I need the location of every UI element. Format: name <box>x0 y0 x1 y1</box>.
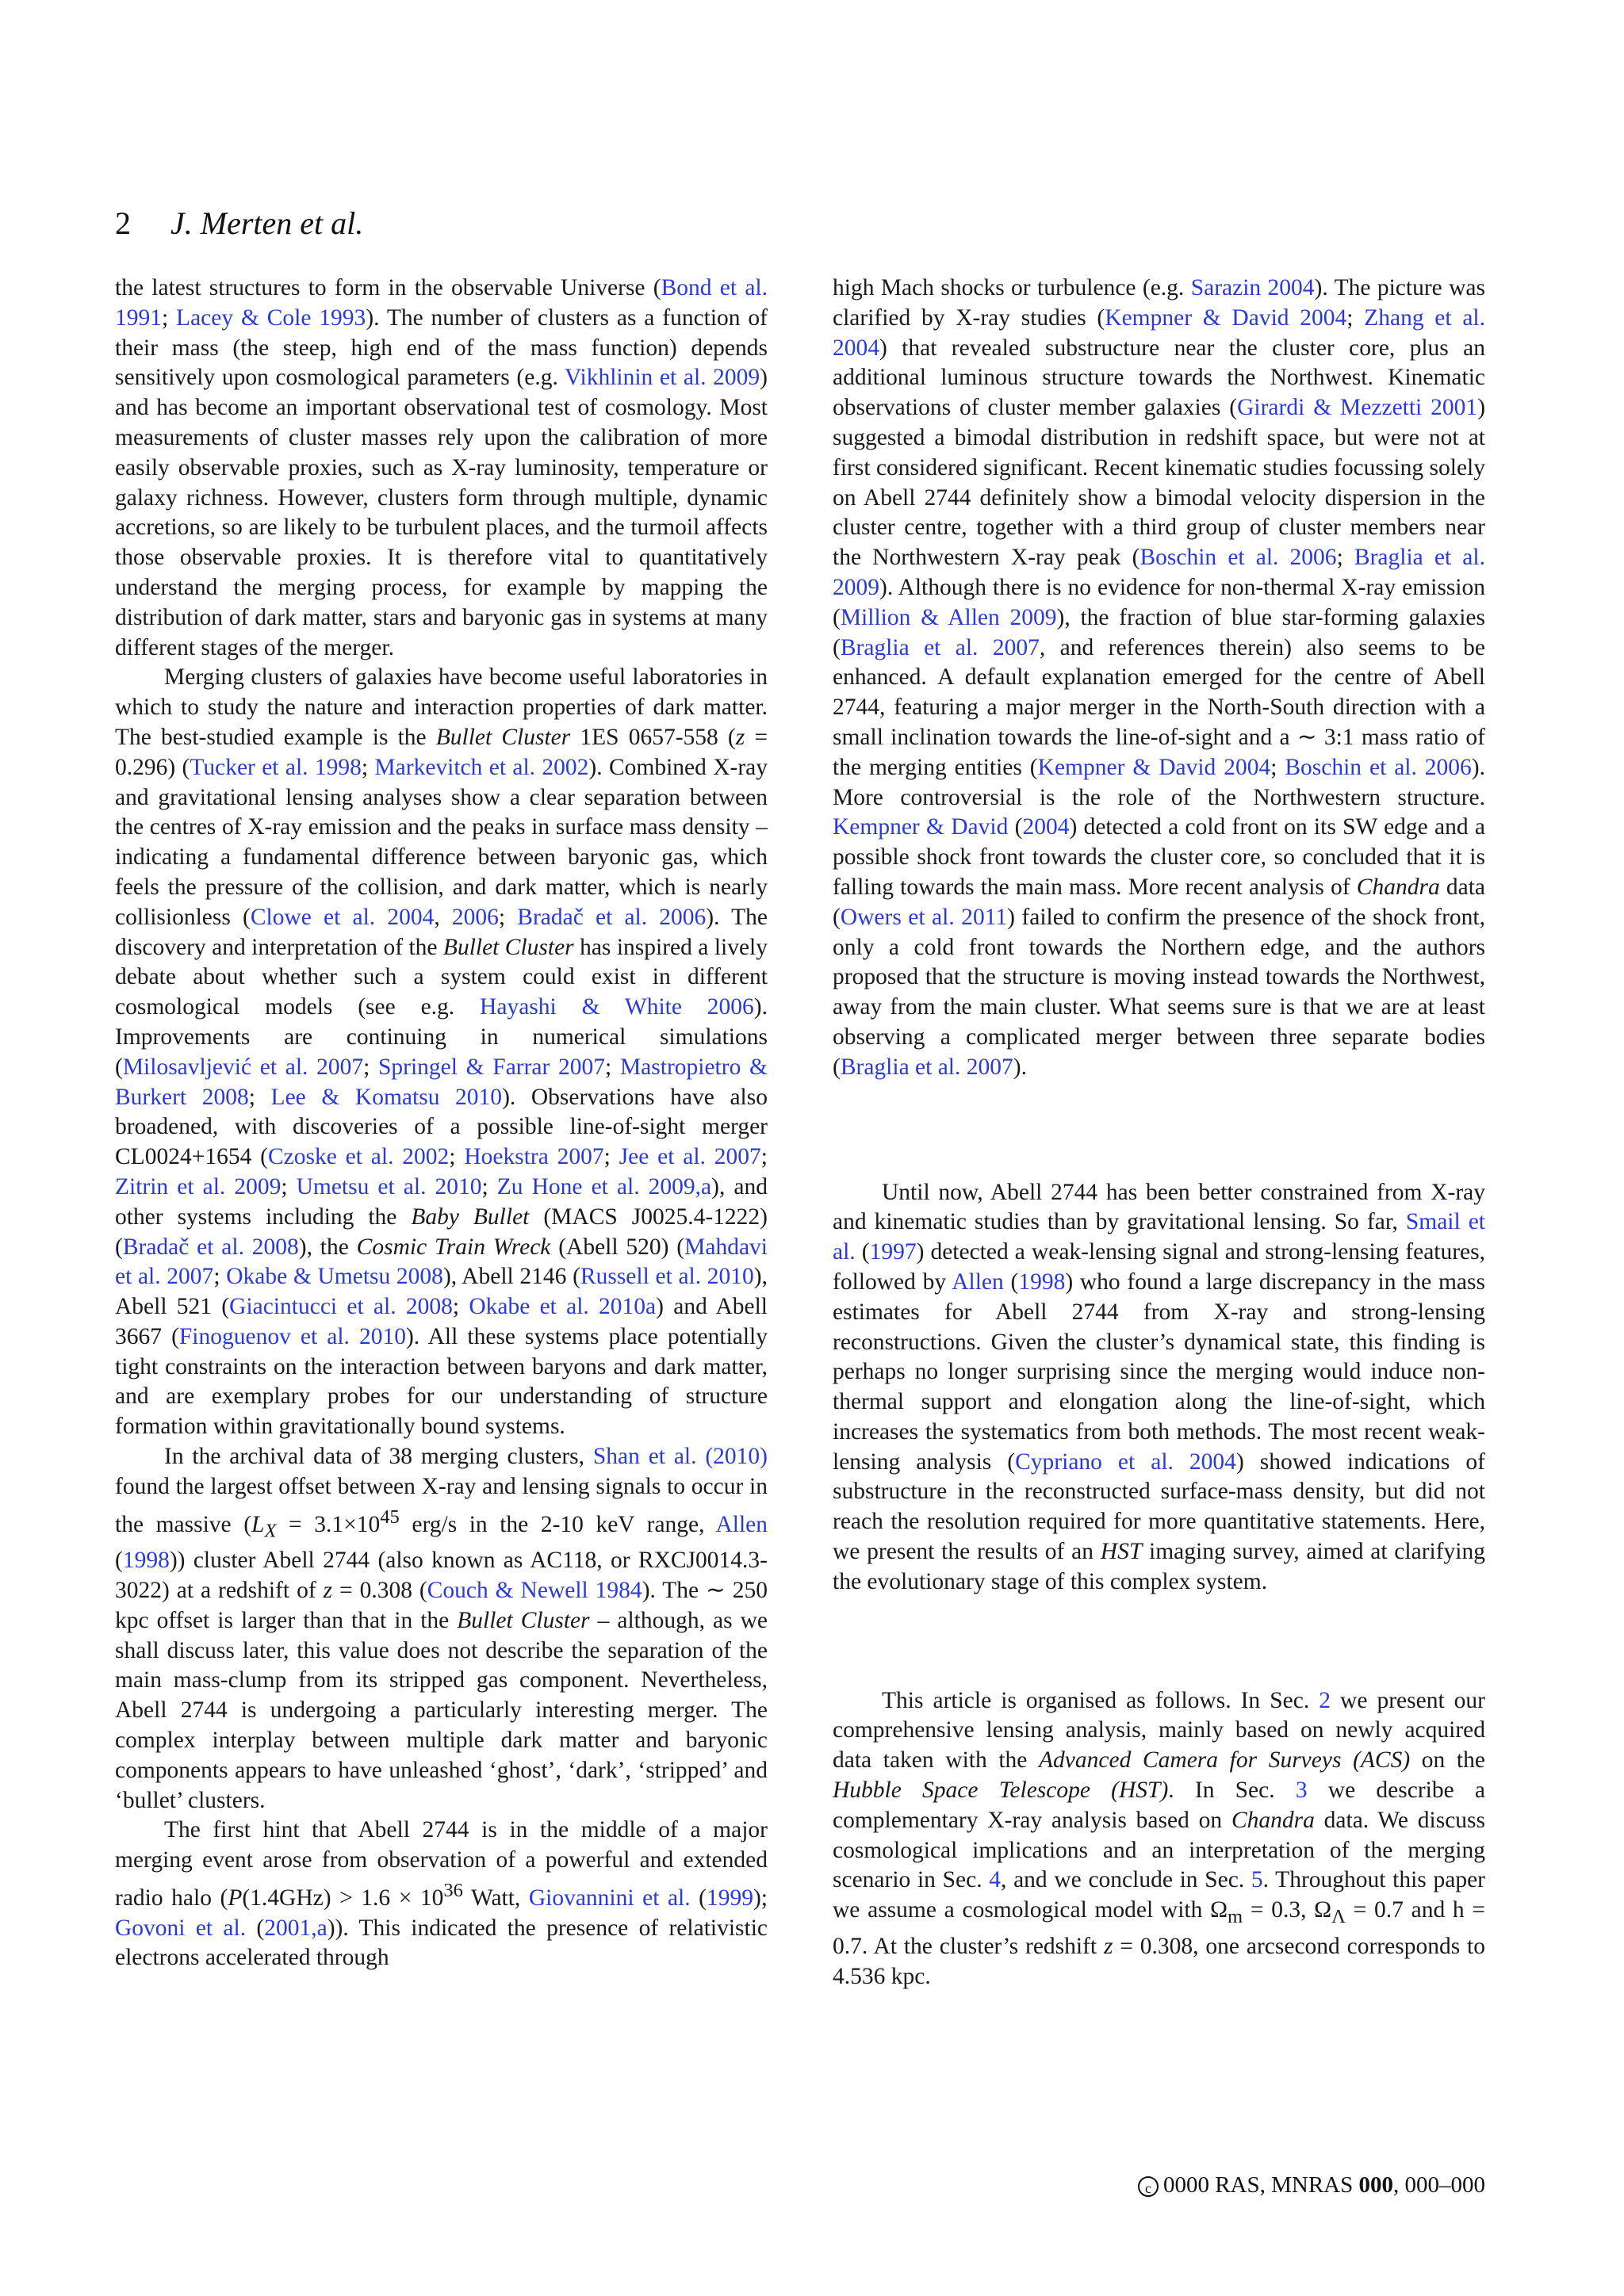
page-footer <box>1138 2171 1485 2199</box>
citation-link[interactable]: Zhang et al. 2004 <box>833 304 1485 361</box>
citation-link[interactable]: 1997 <box>869 1239 917 1265</box>
citation-link[interactable]: 2004 <box>1022 814 1070 840</box>
running-header <box>115 203 363 244</box>
citation-link[interactable]: Allen <box>715 1511 768 1537</box>
page-number: 2 <box>115 205 131 241</box>
citation-link[interactable]: Braglia et al. 2009 <box>833 545 1485 600</box>
right-paragraph-2: Until now, Abell 2744 has been better constrained from X-ray and kinematic studies than by gravitational lensing. So far, Smail et al. (1997) detected a weak-lensing signal and strong-lensing features, followed by Allen (1998) who found a large discrepancy in the mass estimates for Abell 2744 from X-ray and strong-lensing reconstructions. Given the cluster’s dynamical state, this finding is perhaps no longer surprising since the merging would induce non-thermal support and elongation along the line-of-sight, which increases the systematics from both methods. The most recent weak-lensing analysis (Cypriano et al. 2004) showed indications of substructure in the reconstructed surface-mass density, but did not reach the resolution required for more quantitative statements. Here, we present the results of an HST imaging survey, aimed at clarifying the evolutionary stage of this complex system. <box>833 1179 1486 1594</box>
citation-link[interactable]: Giovannini et al. <box>528 1885 691 1911</box>
citation-link[interactable]: Markevitch et al. 2002 <box>374 754 589 780</box>
footer-volume: 000 <box>1358 2172 1393 2198</box>
right-paragraph-1: high Mach shocks or turbulence (e.g. Sarazin 2004). The picture was clarified by X-ray studies (Kempner & David 2004; Zhang et al. 2004) that revealed substructure near the cluster core, plus an additional luminous structure towards the Northwest. Kinematic observations of cluster member galaxies (Girardi & Mezzetti 2001) suggested a bimodal distribution in redshift space, but were not at first considered significant. Recent kinematic studies focussing solely on Abell 2744 definitely show a bimodal velocity dispersion in the cluster centre, together with a third group of cluster members near the Northwestern X-ray peak (Boschin et al. 2006; Braglia et al. 2009). Although there is no evidence for non-thermal X-ray emission (Million & Allen 2009), the fraction of blue star-forming galaxies (Braglia et al. 2007, and references therein) also seems to be enhanced. A default explanation emerged for the centre of Abell 2744, featuring a major merger in the North-South direction with a small inclination towards the line-of-sight and a ∼ 3:1 mass ratio of the merging entities (Kempner & David 2004; Boschin et al. 2006). More controversial is the role of the Northwestern structure. Kempner & David (2004) detected a cold front on its SW edge and a possible shock front towards the cluster core, so concluded that it is falling towards the main mass. More recent analysis of Chandra data (Owers et al. 2011) failed to confirm the presence of the shock front, only a cold front towards the Northern edge, and the authors proposed that the structure is moving instead towards the Northwest, away from the main cluster. What seems sure is that we are at least observing a complicated merger between three separate bodies (Braglia et al. 2007). <box>833 275 1486 1080</box>
left-paragraph-2: Merging clusters of galaxies have become useful laboratories in which to study the nature and interaction properties of dark matter. The best-studied example is the Bullet Cluster 1ES 0657-558 (z = 0.296) (Tucker et al. 1998; Markevitch et al. 2002). Combined X-ray and gravitational lensing analyses show a clear separation between the centres of X-ray emission and the peaks in surface mass density – indicating a fundamental difference between baryonic gas, which feels the pressure of the collision, and dark matter, which is nearly collisionless (Clowe et al. 2004, 2006; Bradač et al. 2006). The discovery and interpretation of the Bullet Cluster has inspired a lively debate about whether such a system could exist in different cosmological models (see e.g. Hayashi & White 2006). Improvements are continuing in numerical simulations (Milosavljević et al. 2007; Springel & Farrar 2007; Mastropietro & Burkert 2008; Lee & Komatsu 2010). Observations have also broadened, with discoveries of a possible line-of-sight merger CL0024+1654 (Czoske et al. 2002; Hoekstra 2007; Jee et al. 2007; Zitrin et al. 2009; Umetsu et al. 2010; Zu Hone et al. 2009,a), and other systems including the Baby Bullet (MACS J0025.4-1222) (Bradač et al. 2008), the Cosmic Train Wreck (Abell 520) (Mahdavi et al. 2007; Okabe & Umetsu 2008), Abell 2146 (Russell et al. 2010), Abell 521 (Giacintucci et al. 2008; Okabe et al. 2010a) and Abell 3667 (Finoguenov et al. 2010). All these systems place potentially tight constraints on the interaction between baryons and dark matter, and are exemplary probes for our understanding of structure formation within gravitationally bound systems. <box>115 664 768 1440</box>
citation-link[interactable]: Springel & Farrar 2007 <box>377 1054 606 1080</box>
citation-link[interactable]: Braglia et al. 2007 <box>840 634 1040 660</box>
right-column <box>833 274 1485 1992</box>
citation-link[interactable]: Girardi & Mezzetti 2001 <box>1237 395 1478 421</box>
citation-link[interactable]: Russell et al. 2010 <box>580 1264 754 1290</box>
citation-link[interactable]: Czoske et al. 2002 <box>268 1144 450 1170</box>
citation-link[interactable]: Okabe & Umetsu 2008 <box>226 1264 443 1290</box>
citation-link[interactable]: Cypriano et al. 2004 <box>1015 1448 1236 1475</box>
section-link[interactable]: 4 <box>989 1867 1002 1893</box>
footer-pages: , 000–000 <box>1393 2172 1485 2198</box>
citation-link[interactable]: Kempner & David 2004 <box>1037 754 1271 780</box>
citation-link[interactable]: Kempner & David <box>833 814 1009 840</box>
citation-link[interactable]: Owers et al. 2011 <box>840 904 1008 930</box>
left-column <box>115 274 768 1973</box>
copyright-icon: c <box>1138 2176 1159 2197</box>
citation-link[interactable]: Mastropietro & Burkert 2008 <box>115 1054 768 1110</box>
citation-link[interactable]: Bradač et al. 2006 <box>517 904 707 930</box>
citation-link[interactable]: Okabe et al. 2010a <box>469 1294 657 1320</box>
citation-link[interactable]: Boschin et al. 2006 <box>1285 754 1472 780</box>
citation-link[interactable]: Tucker et al. 1998 <box>190 754 362 780</box>
citation-link[interactable]: Clowe et al. 2004 <box>250 904 435 930</box>
citation-link[interactable]: Giacintucci et al. 2008 <box>229 1294 453 1320</box>
running-authors: J. Merten et al. <box>170 205 364 241</box>
citation-link[interactable]: Zu Hone et al. 2009,a <box>496 1173 712 1200</box>
citation-link[interactable]: Umetsu et al. 2010 <box>296 1173 482 1200</box>
citation-link[interactable]: Vikhlinin et al. 2009 <box>564 365 760 391</box>
citation-link[interactable]: Braglia et al. 2007 <box>840 1054 1013 1080</box>
citation-link[interactable]: Lee & Komatsu 2010 <box>270 1084 503 1110</box>
citation-link[interactable]: Govoni et al. <box>115 1915 247 1941</box>
citation-link[interactable]: 2001,a <box>264 1915 327 1941</box>
citation-link[interactable]: 1998 <box>122 1548 170 1574</box>
citation-link[interactable]: Allen <box>952 1269 1004 1295</box>
citation-link[interactable]: Jee et al. 2007 <box>619 1144 761 1170</box>
left-paragraph-1: the latest structures to form in the observable Universe (Bond et al. 1991; Lacey & Cole 1993). The number of clusters as a function of their mass (the steep, high end of the mass function) depends sensitively upon cosmological parameters (e.g. Vikhlinin et al. 2009) and has become an important observational test of cosmology. Most measurements of cluster masses rely upon the calibration of more easily observable proxies, such as X-ray luminosity, temperature or galaxy richness. However, clusters form through multiple, dynamic accretions, so are likely to be turbulent places, and the turmoil affects those observable proxies. It is therefore vital to quantitatively understand the merging process, for example by mapping the distribution of dark matter, stars and baryonic gas in systems at many different stages of the merger. <box>115 275 768 660</box>
citation-link[interactable]: Shan et al. (2010) <box>592 1444 768 1470</box>
citation-link[interactable]: Boschin et al. 2006 <box>1139 545 1337 571</box>
citation-link[interactable]: Mahdavi et al. 2007 <box>115 1234 768 1290</box>
citation-link[interactable]: 1999 <box>706 1885 753 1911</box>
citation-link[interactable]: Kempner & David 2004 <box>1105 304 1347 331</box>
footer-journal: 0000 RAS, MNRAS <box>1162 2172 1359 2198</box>
section-link[interactable]: 3 <box>1295 1777 1308 1804</box>
citation-link[interactable]: Zitrin et al. 2009 <box>115 1173 282 1200</box>
left-paragraph-3: In the archival data of 38 merging clusters, Shan et al. (2010) found the largest offset between X-ray and lensing signals to occur in the massive ($L_X = 3.1\times 10^{45}$ erg/s in the 2-10 keV range, Allen (1998)) cluster Abell 2744 (also known as AC118, or RXCJ0014.3-3022) at a redshift of z = 0.308 (Couch & Newell 1984). The ∼ 250 kpc offset is larger than that in the Bullet Cluster – although, as we shall discuss later, this value does not describe the separation of the main mass-clump from its stripped gas component. Nevertheless, Abell 2744 is undergoing a particularly interesting merger. The complex interplay between multiple dark matter and baryonic components appears to have unleashed ‘ghost’, ‘dark’, ‘stripped’ and ‘bullet’ clusters. <box>115 1444 768 1813</box>
section-link[interactable]: 2 <box>1319 1687 1331 1713</box>
right-paragraph-3: This article is organised as follows. In Sec. 2 we present our comprehensive lensing analysis, mainly based on newly acquired data taken with the Advanced Camera for Surveys (ACS) on the Hubble Space Telescope (HST). In Sec. 3 we describe a complementary X-ray analysis based on Chandra data. We discuss cosmological implications and an interpretation of the merging scenario in Sec. 4, and we conclude in Sec. 5. Throughout this paper we assume a cosmological model with $\Omega_m = 0.3$, $\Omega_\Lambda = 0.7$ and h = 0.7. At the cluster’s redshift z = 0.308, one arcsecond corresponds to 4.536 kpc. <box>833 1687 1486 1989</box>
citation-link[interactable]: Finoguenov et al. 2010 <box>178 1323 406 1349</box>
citation-link[interactable]: Hayashi & White 2006 <box>480 994 754 1020</box>
citation-link[interactable]: Couch & Newell 1984 <box>427 1577 642 1603</box>
citation-link[interactable]: Smail et al. <box>833 1209 1485 1265</box>
citation-link[interactable]: Lacey & Cole 1993 <box>176 304 366 331</box>
citation-link[interactable]: Bond et al. 1991 <box>115 275 768 331</box>
citation-link[interactable]: Sarazin 2004 <box>1190 275 1315 300</box>
section-link[interactable]: 5 <box>1251 1867 1263 1893</box>
left-paragraph-4: The first hint that Abell 2744 is in the middle of a major merging event arose from observation of a powerful and extended radio halo ($P(1.4GHz) > 1.6 \times 10^{36}$ Watt, Giovannini et al. (1999); Govoni et al. (2001,a)). This indicated the presence of relativistic electrons accelerated through <box>115 1817 768 1971</box>
citation-link[interactable]: 2006 <box>451 904 499 930</box>
citation-link[interactable]: Million & Allen 2009 <box>840 604 1057 630</box>
citation-link[interactable]: Milosavljević et al. 2007 <box>122 1054 364 1080</box>
citation-link[interactable]: Hoekstra 2007 <box>464 1144 604 1170</box>
citation-link[interactable]: 1998 <box>1018 1269 1066 1295</box>
citation-link[interactable]: Bradač et al. 2008 <box>122 1234 299 1260</box>
